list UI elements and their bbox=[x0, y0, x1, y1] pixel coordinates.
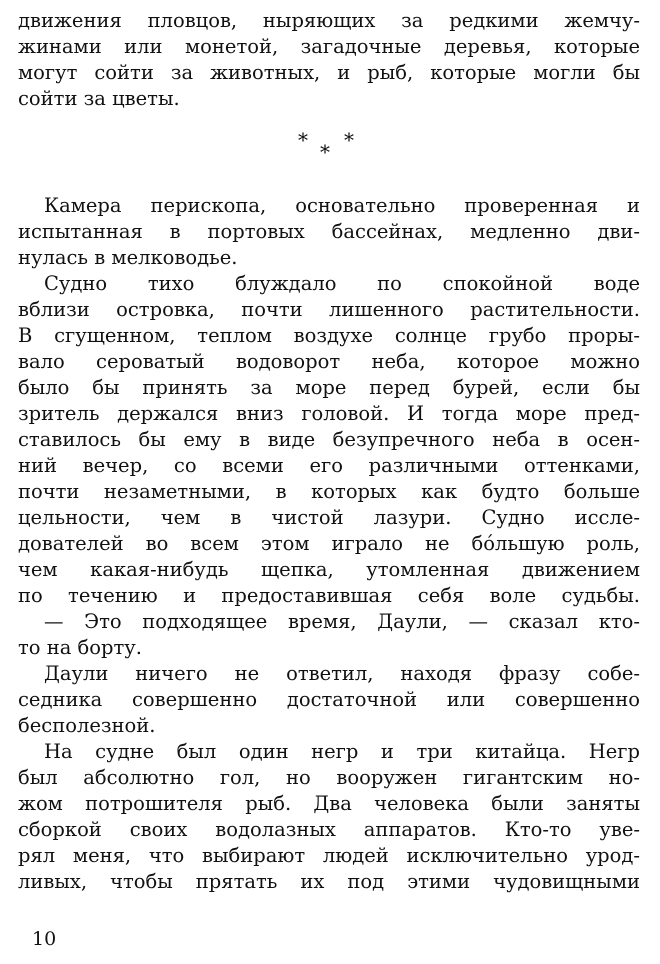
text-line: — Это подходящее время, Даули, — сказал кто- bbox=[44, 610, 640, 633]
text-line: испытанная в портовых бассейнах, медленно дви- bbox=[18, 220, 640, 243]
text-line: ставилось бы ему в виде безупречного неба в осен- bbox=[18, 428, 640, 451]
text-line: седника совершенно достаточной или совершенно bbox=[18, 688, 640, 711]
text-line: На судне был один негр и три китайца. Негр bbox=[44, 740, 640, 763]
text-line: по течению и предоставившая себя воле судьбы. bbox=[18, 584, 640, 607]
separator-asterisk: * bbox=[320, 140, 330, 164]
text-line: сборкой своих водолазных аппаратов. Кто-то уве- bbox=[18, 818, 640, 841]
text-line: почти незаметными, в которых как будто больше bbox=[18, 480, 640, 503]
text-line: нулась в мелководье. bbox=[18, 246, 238, 269]
text-line: было бы принять за море перед бурей, если бы bbox=[18, 376, 640, 399]
text-line: Даули ничего не ответил, находя фразу собе- bbox=[44, 662, 640, 685]
separator-asterisk: * bbox=[344, 128, 354, 152]
text-line: жом потрошителя рыб. Два человека были заняты bbox=[18, 792, 640, 815]
text-line: дователей во всем этом играло не бóльшую роль, bbox=[18, 532, 640, 555]
text-line: Судно тихо блуждало по спокойной воде bbox=[44, 272, 640, 295]
separator-asterisk: * bbox=[298, 128, 308, 152]
text-line: цельности, чем в чистой лазури. Судно иссле- bbox=[18, 506, 640, 529]
text-line: Камера перископа, основательно проверенная и bbox=[44, 194, 640, 217]
text-line: В сгущенном, теплом воздухе солнце грубо проры- bbox=[18, 324, 640, 347]
section-separator bbox=[280, 128, 380, 168]
text-line: зритель держался вниз головой. И тогда море пред- bbox=[18, 402, 640, 425]
text-line: рял меня, что выбирают людей исключительно урод- bbox=[18, 844, 640, 867]
text-line: могут сойти за животных, и рыб, которые могли бы bbox=[18, 61, 640, 84]
page-number: 10 bbox=[32, 928, 57, 950]
text-line: вблизи островка, почти лишенного растительности. bbox=[18, 298, 640, 321]
text-line: бесполезной. bbox=[18, 714, 156, 737]
text-line: ний вечер, со всеми его различными оттенками, bbox=[18, 454, 640, 477]
text-line: был абсолютно гол, но вооружен гигантским но- bbox=[18, 766, 640, 789]
text-line: жинами или монетой, загадочные деревья, которые bbox=[18, 35, 640, 58]
text-line: движения пловцов, ныряющих за редкими жемчу- bbox=[18, 9, 640, 32]
text-line: ливых, чтобы прятать их под этими чудовищными bbox=[18, 870, 640, 893]
text-line: то на борту. bbox=[18, 636, 142, 659]
text-line: вало сероватый водоворот неба, которое можно bbox=[18, 350, 640, 373]
text-line: сойти за цветы. bbox=[18, 87, 180, 110]
text-line: чем какая-нибудь щепка, утомленная движением bbox=[18, 558, 640, 581]
